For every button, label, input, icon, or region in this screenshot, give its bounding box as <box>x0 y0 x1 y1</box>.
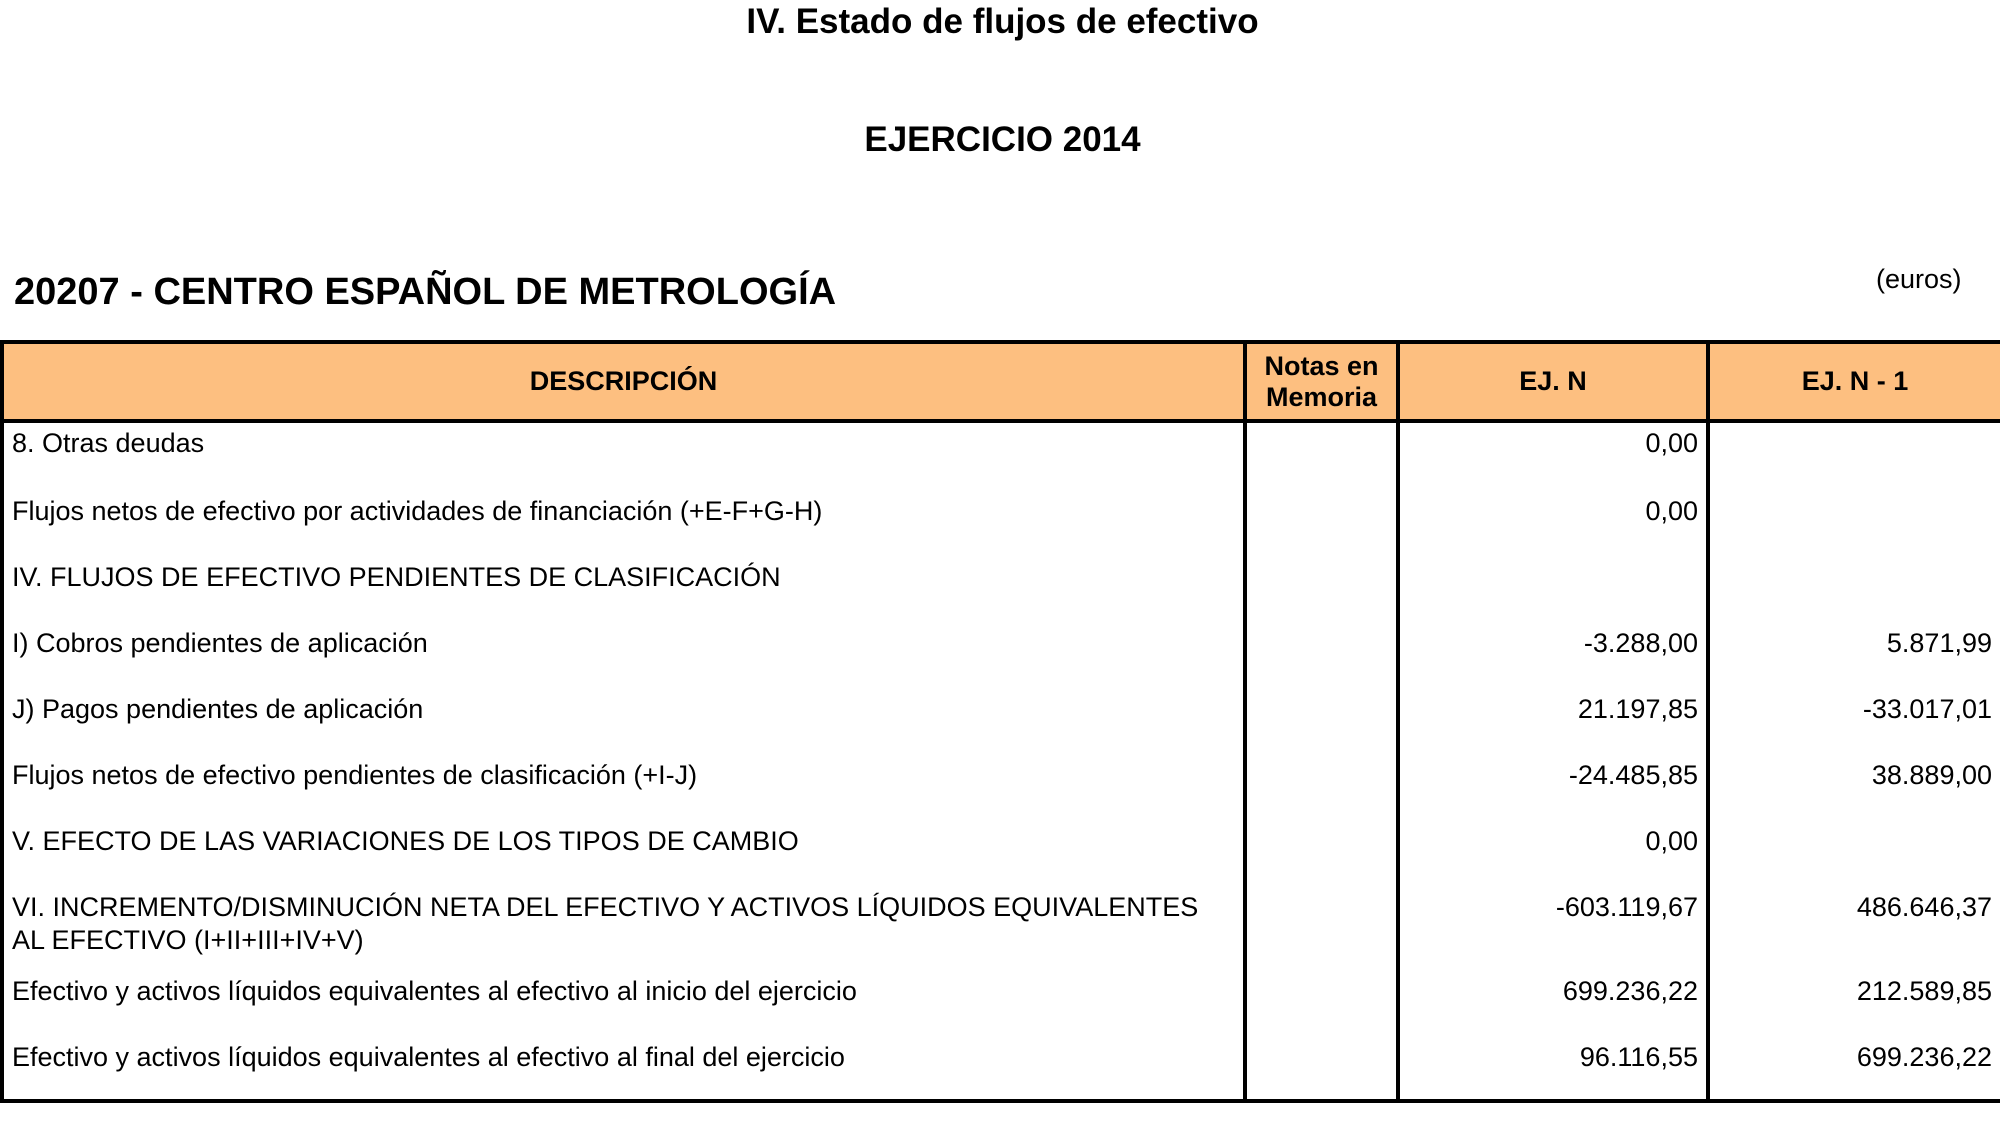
row-previous-value: 699.236,22 <box>1708 1037 2000 1101</box>
row-description: Flujos netos de efectivo pendientes de clasificación (+I-J) <box>2 755 1245 821</box>
row-notes <box>1245 421 1398 491</box>
row-description: Efectivo y activos líquidos equivalentes al efectivo al inicio del ejercicio <box>2 971 1245 1037</box>
header-notes: Notas en Memoria <box>1245 342 1398 421</box>
header-current-year: EJ. N <box>1398 342 1708 421</box>
row-previous-value <box>1708 421 2000 491</box>
row-notes <box>1245 491 1398 557</box>
row-previous-value: 38.889,00 <box>1708 755 2000 821</box>
row-previous-value: -33.017,01 <box>1708 689 2000 755</box>
table-row <box>2 491 2000 557</box>
table-header-row <box>2 342 2000 421</box>
row-notes <box>1245 1037 1398 1101</box>
row-notes <box>1245 689 1398 755</box>
row-notes <box>1245 971 1398 1037</box>
row-previous-value <box>1708 557 2000 623</box>
row-current-value: 21.197,85 <box>1398 689 1708 755</box>
row-description: Flujos netos de efectivo por actividades de financiación (+E-F+G-H) <box>2 491 1245 557</box>
row-current-value: 699.236,22 <box>1398 971 1708 1037</box>
row-current-value: 0,00 <box>1398 421 1708 491</box>
header-previous-year: EJ. N - 1 <box>1708 342 2000 421</box>
table-row <box>2 755 2000 821</box>
cash-flow-table <box>0 340 2000 1103</box>
row-previous-value <box>1708 821 2000 887</box>
row-description: IV. FLUJOS DE EFECTIVO PENDIENTES DE CLASIFICACIÓN <box>2 557 1245 623</box>
row-current-value <box>1398 557 1708 623</box>
row-previous-value: 212.589,85 <box>1708 971 2000 1037</box>
document-subtitle: EJERCICIO 2014 <box>864 120 1141 159</box>
row-current-value: 96.116,55 <box>1398 1037 1708 1101</box>
row-previous-value: 5.871,99 <box>1708 623 2000 689</box>
row-notes <box>1245 755 1398 821</box>
table-row <box>2 1037 2000 1101</box>
entity-name: 20207 - CENTRO ESPAÑOL DE METROLOGÍA <box>14 271 837 313</box>
row-description: J) Pagos pendientes de aplicación <box>2 689 1245 755</box>
row-previous-value <box>1708 491 2000 557</box>
row-description: VI. INCREMENTO/DISMINUCIÓN NETA DEL EFECTIVO Y ACTIVOS LÍQUIDOS EQUIVALENTES AL EFECTIVO (I+II+III+IV+V) <box>2 887 1245 971</box>
table-row <box>2 971 2000 1037</box>
row-description: V. EFECTO DE LAS VARIACIONES DE LOS TIPOS DE CAMBIO <box>2 821 1245 887</box>
row-previous-value: 486.646,37 <box>1708 887 2000 971</box>
row-current-value: 0,00 <box>1398 821 1708 887</box>
row-notes <box>1245 557 1398 623</box>
row-notes <box>1245 887 1398 971</box>
row-current-value: -3.288,00 <box>1398 623 1708 689</box>
table-row <box>2 887 2000 971</box>
table-row <box>2 557 2000 623</box>
document-title: IV. Estado de flujos de efectivo <box>746 2 1259 41</box>
row-notes <box>1245 623 1398 689</box>
table-row <box>2 821 2000 887</box>
row-current-value: -603.119,67 <box>1398 887 1708 971</box>
row-description: Efectivo y activos líquidos equivalentes al efectivo al final del ejercicio <box>2 1037 1245 1101</box>
units-label: (euros) <box>1876 264 1962 294</box>
row-description: 8. Otras deudas <box>2 421 1245 491</box>
row-current-value: 0,00 <box>1398 491 1708 557</box>
table-row <box>2 689 2000 755</box>
row-notes <box>1245 821 1398 887</box>
row-current-value: -24.485,85 <box>1398 755 1708 821</box>
table-row <box>2 623 2000 689</box>
table-row <box>2 421 2000 491</box>
header-description: DESCRIPCIÓN <box>2 342 1245 421</box>
row-description: I) Cobros pendientes de aplicación <box>2 623 1245 689</box>
